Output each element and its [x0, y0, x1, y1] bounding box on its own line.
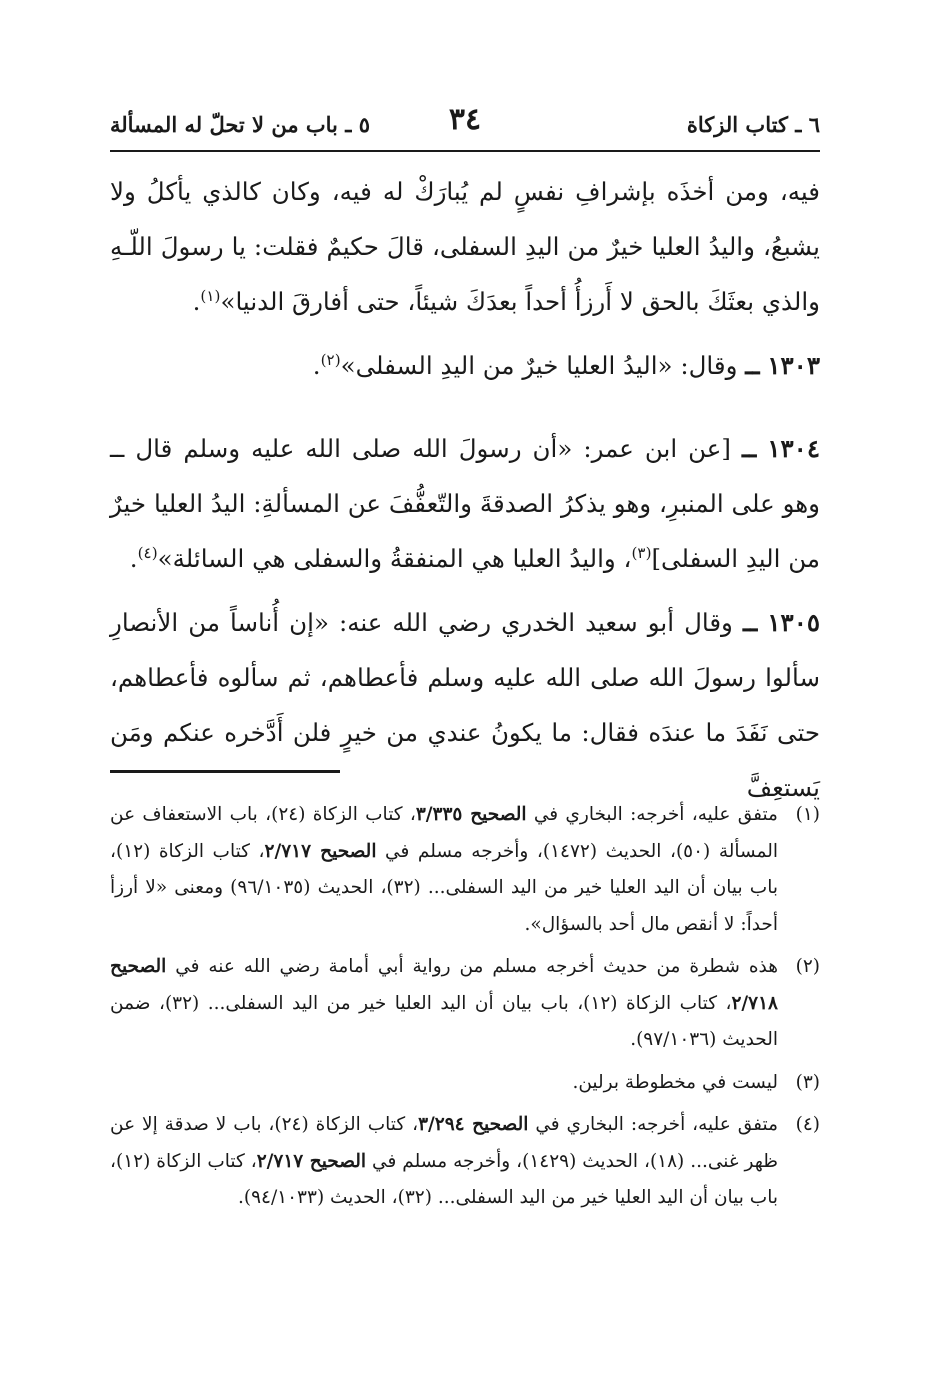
- footnote-ref-4: (٤): [137, 543, 158, 562]
- running-header: [110, 98, 820, 150]
- intro-text: فيه، ومن أخذَه بإشرافِ نفسٍ لم يُبارَكْ له فيه، وكان كالذي يأكلُ ولا يشبعُ، واليدُ العليا خيرٌ من اليدِ السفلى، قالَ حكيمٌ فقلت: يا رسولَ اللّـهِ والذي بعثَكَ بالحق لا أَرزأُ أحداً بعدَكَ شيئاً، حتى أفارقَ الدنيا»: [110, 177, 820, 316]
- book-page: [110, 0, 820, 1390]
- hadith-1303: [110, 338, 820, 393]
- footnote-text: ، كتاب الزكاة (٢٤)، باب لا صدقة إلا عن ظهر غنى... (١٨)، الحديث (١٤٢٩)، وأخرجه مسلم في: [110, 1114, 778, 1172]
- hadith-1305: [110, 595, 820, 815]
- footnote-text: متفق عليه، أخرجه: البخاري في: [533, 804, 778, 825]
- section-title: ٥ ـ باب من لا تحلّ له المسألة: [110, 112, 370, 137]
- footnote-text: متفق عليه، أخرجه: البخاري في: [535, 1114, 778, 1135]
- source-ref: الصحيح ٢/٧١٧: [264, 840, 377, 862]
- hadith-number: ١٣٠٥: [767, 608, 821, 637]
- chapter-title: ٦ ـ كتاب الزكاة: [686, 112, 820, 137]
- footnote-2: [110, 949, 820, 1059]
- hadith-text: [عن ابن عمر: «أن رسولَ الله صلى الله عليه وسلم قال ــ وهو على المنبرِ، وهو يذكرُ الصدقةَ والتّعفُّفَ عن المسألةِ: اليدُ العليا خيرٌ من اليدِ السفلى]: [110, 434, 820, 573]
- footnote-separator: [110, 770, 340, 773]
- footnote-ref-1: (١): [200, 286, 221, 305]
- header-rule: [110, 150, 820, 152]
- footnote-number: (١): [795, 804, 820, 825]
- footnotes: [110, 797, 820, 1223]
- footnote-ref-2: (٢): [320, 350, 341, 369]
- hadith-dash: ــ: [745, 351, 760, 380]
- footnote-text: ، كتاب الزكاة (١٢)، باب بيان أن اليد العليا خير من اليد السفلى... (٣٢)، الحديث (٩٦/١٠٣٥) ومعنى «لا أرزأ أحداً: لا أنقص مال أحد بالسؤال».: [110, 840, 778, 935]
- footnote-text: ليست في مخطوطة برلين.: [572, 1071, 778, 1093]
- hadith-text: وقال: «اليدُ العليا خيرٌ من اليدِ السفلى»: [340, 351, 738, 380]
- hadith-number: ١٣٠٣: [767, 351, 820, 380]
- hadith-end: .: [129, 544, 138, 573]
- footnote-number: (٣): [795, 1071, 820, 1093]
- hadith-number: ١٣٠٤: [767, 434, 820, 463]
- source-ref: الصحيح ٢/٧١٨: [110, 956, 778, 1014]
- footnote-text: ، كتاب الزكاة (٢٤)، باب الاستعفاف عن المسألة (٥٠)، الحديث (١٤٧٢)، وأخرجه مسلم في: [110, 804, 778, 862]
- hadith-text: وقال أبو سعيد الخدري رضي الله عنه: «إن أُناساً من الأنصارِ سألوا رسولَ الله صلى الله عليه وسلم فأعطاهم، ثم سألوه فأعطاهم، حتى نَفَدَ ما عندَه فقال: ما يكونُ عندي من خيرٍ فلن أَدَّخره عنكم ومَن يَستعِفَّ: [110, 608, 820, 802]
- source-ref: الصحيح ٢/٧١٧: [256, 1150, 367, 1172]
- footnote-text: ، كتاب الزكاة (١٢)، باب بيان أن اليد العليا خير من اليد السفلى... (٣٢)، ضمن الحديث (٩٧/١٠٣٦).: [110, 992, 778, 1050]
- source-ref: الصحيح ٣/٣٣٥: [415, 804, 527, 825]
- hadith-end: .: [312, 351, 321, 380]
- footnote-ref-3: (٣): [631, 543, 652, 562]
- intro-end: .: [192, 287, 201, 316]
- footnote-1: [110, 797, 820, 943]
- footnote-number: (٢): [795, 956, 820, 977]
- hadith-dash: ــ: [742, 608, 758, 637]
- footnote-number: (٤): [795, 1114, 820, 1135]
- hadith-1304: [110, 421, 820, 586]
- footnote-3: [110, 1065, 820, 1102]
- hadith-dash: ــ: [741, 434, 757, 463]
- page-number: ٣٤: [448, 102, 482, 137]
- hadith-text-cont: ، واليدُ العليا هي المنفقةُ والسفلى هي السائلة»: [157, 544, 632, 573]
- intro-paragraph: [110, 164, 820, 329]
- footnote-text: هذه شطرة من حديث أخرجه مسلم من رواية أبي أمامة رضي الله عنه في: [175, 956, 778, 977]
- footnote-text: ، كتاب الزكاة (١٢)، باب بيان أن اليد العليا خير من اليد السفلى... (٣٢)، الحديث (٩٤/١٠٣٣).: [110, 1150, 778, 1208]
- source-ref: الصحيح ٣/٢٩٤: [418, 1114, 529, 1135]
- footnote-4: [110, 1107, 820, 1217]
